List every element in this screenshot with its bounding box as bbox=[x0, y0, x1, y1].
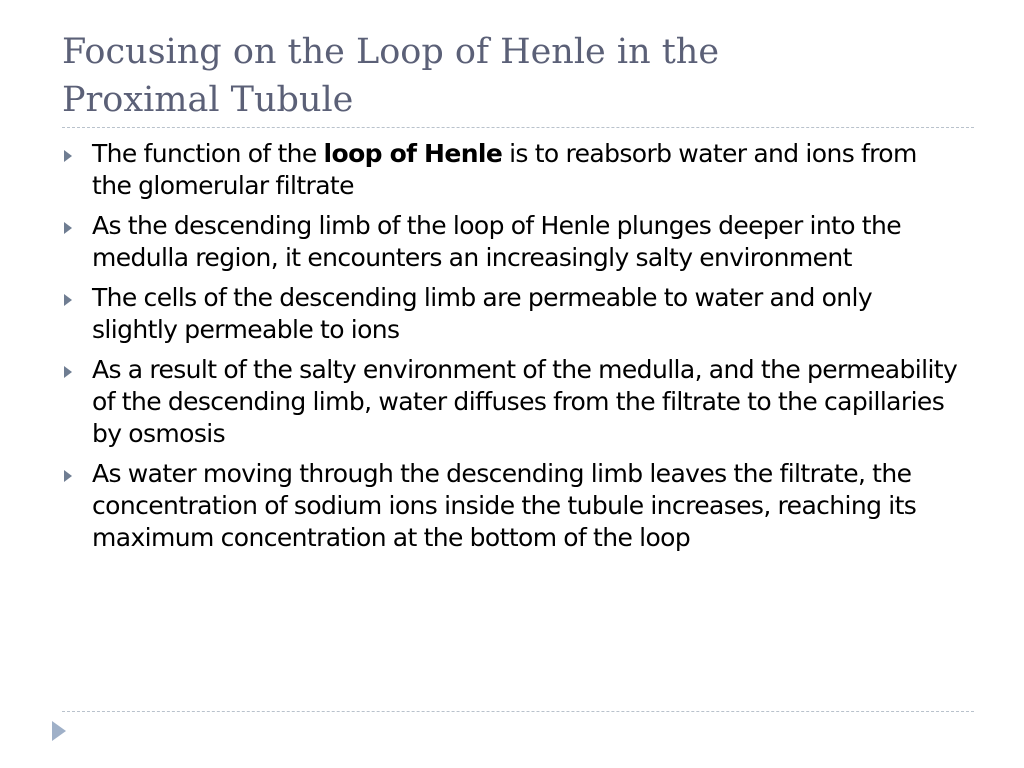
bullet-2-text: As the descending limb of the loop of Henle plunges deeper into the medulla region, it encounters an increasingly salty environment bbox=[92, 211, 902, 272]
bullet-5-text: As water moving through the descending limb leaves the filtrate, the concentration of sodium ions inside the tubule increases, reaching its maximum concentration at the bottom of the loop bbox=[92, 459, 917, 552]
bullet-item-3 bbox=[62, 282, 962, 346]
bullet-triangle-icon bbox=[64, 470, 72, 482]
bullet-list bbox=[62, 138, 962, 562]
bullet-1-text-bold: loop of Henle bbox=[323, 139, 503, 168]
bullet-item-2 bbox=[62, 210, 962, 274]
bullet-item-5 bbox=[62, 458, 962, 554]
bullet-1-text-post: is to reabsorb water and ions from the glomerular filtrate bbox=[92, 139, 917, 200]
footer-divider bbox=[62, 711, 974, 712]
slide-title bbox=[62, 28, 962, 124]
slide-title-line-2: Proximal Tubule bbox=[62, 80, 354, 120]
bullet-3-text: The cells of the descending limb are permeable to water and only slightly permeable to ions bbox=[92, 283, 873, 344]
title-divider bbox=[62, 127, 974, 128]
bullet-1-text-pre: The function of the bbox=[92, 139, 324, 168]
bullet-triangle-icon bbox=[64, 366, 72, 378]
bullet-triangle-icon bbox=[64, 150, 72, 162]
bullet-4-text: As a result of the salty environment of the medulla, and the permeability of the descending limb, water diffuses from the filtrate to the capillaries by osmosis bbox=[92, 355, 958, 448]
next-slide-icon[interactable] bbox=[52, 721, 66, 741]
slide-title-line-1: Focusing on the Loop of Henle in the bbox=[62, 32, 720, 72]
bullet-triangle-icon bbox=[64, 222, 72, 234]
bullet-item-1 bbox=[62, 138, 962, 202]
bullet-triangle-icon bbox=[64, 294, 72, 306]
bullet-item-4 bbox=[62, 354, 962, 450]
